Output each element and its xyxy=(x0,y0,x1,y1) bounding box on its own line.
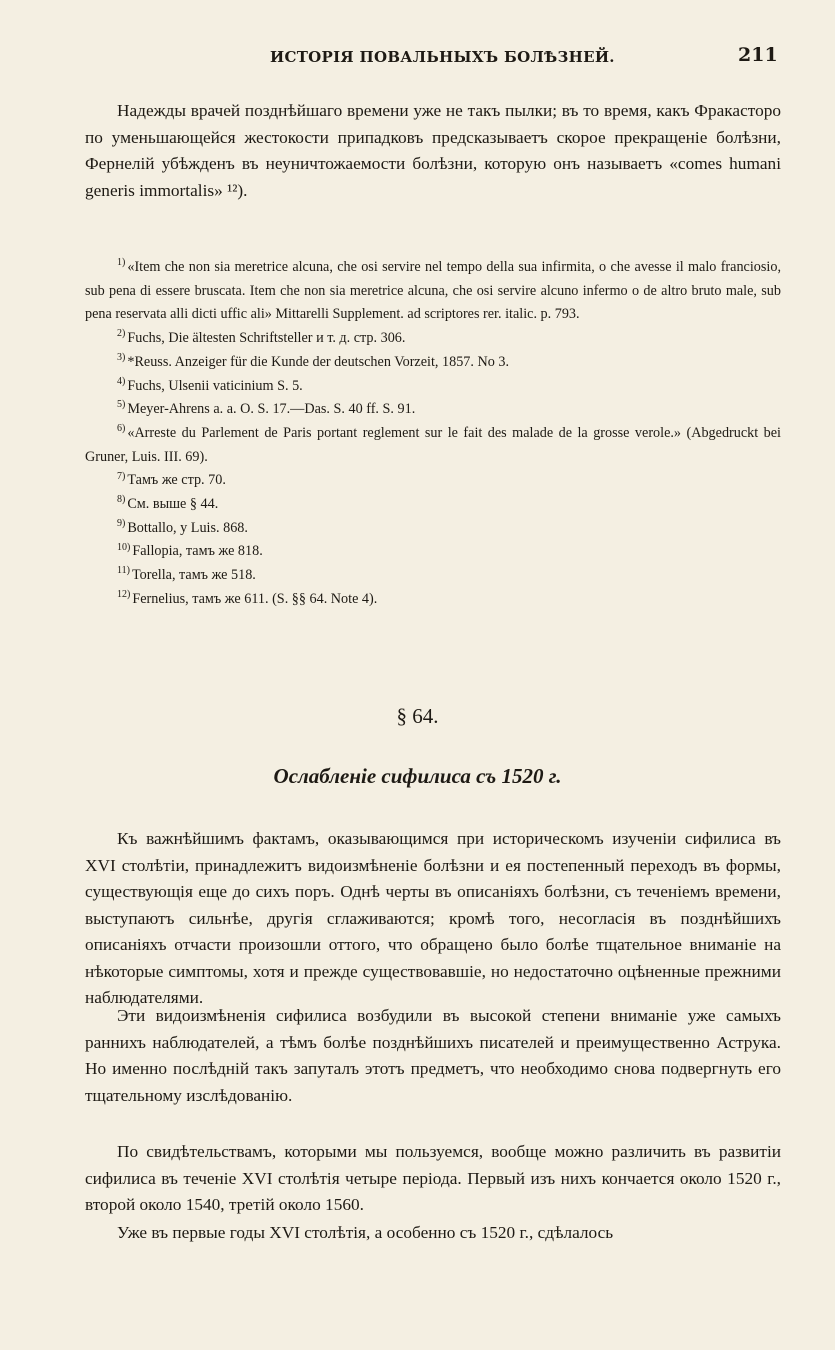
footnote-mark: 2) xyxy=(117,328,126,340)
footnote-mark: 9) xyxy=(117,518,126,529)
footnote xyxy=(85,375,781,399)
footnote xyxy=(85,540,781,564)
footnote-mark: 10) xyxy=(117,541,131,553)
body-paragraph: Уже въ первые годы XVI столѣтія, а особенно съ 1520 г., сдѣлалось xyxy=(117,1223,614,1242)
intro-paragraph: Надежды врачей позднѣйшаго времени уже не такъ пылки; въ то время, какъ Фракасторо по уменьшающейся жестокости припадковъ предсказываетъ скорое прекращеніе болѣзни, Фернелій убѣжденъ въ неуничтожаемости болѣзни, которую онъ называетъ «comes humani generis immortalis» ¹²). xyxy=(85,101,781,200)
footnote-text: См. выше § 44. xyxy=(127,496,219,513)
page-number: 211 xyxy=(738,44,778,66)
footnote xyxy=(85,327,781,351)
footnote-mark: 4) xyxy=(117,375,126,387)
footnote xyxy=(85,351,781,375)
footnote-text: Fernelius, тамъ же 611. (S. §§ 64. Note 4). xyxy=(132,590,378,607)
footnote xyxy=(85,564,781,588)
footnote-text: Fuchs, Ulsenii vaticinium S. 5. xyxy=(127,377,303,394)
footnote-text: Fallopia, тамъ же 818. xyxy=(132,543,263,560)
body-paragraph: Къ важнѣйшимъ фактамъ, оказывающимся при историческомъ изученіи сифилиса въ XVI столѣтіи, принадлежитъ видоизмѣненіе болѣзни и ея постепенный переходъ въ формы, существующія еще до сихъ поръ. Однѣ черты въ описаніяхъ болѣзни, съ теченіемъ времени, выступаютъ сильнѣе, другія сглаживаются; кромѣ того, несогласія въ позднѣйшихъ описаніяхъ отчасти произошли оттого, что обращено было болѣе тщательное вниманіе на нѣкоторые симптомы, хотя и прежде существовавшіе, но недостаточно оцѣненные прежними наблюдателями. xyxy=(85,829,781,1007)
footnote-text: *Reuss. Anzeiger für die Kunde der deutschen Vorzeit, 1857. No 3. xyxy=(127,353,510,370)
footnote-mark: 3) xyxy=(117,352,126,364)
footnote-mark: 8) xyxy=(117,494,126,506)
footnote xyxy=(85,398,781,422)
footnote-mark: 5) xyxy=(117,399,126,411)
footnote-mark: 7) xyxy=(117,470,126,482)
footnote xyxy=(85,422,781,469)
footnote xyxy=(85,469,781,493)
section-number: § 64. xyxy=(396,704,439,728)
footnote xyxy=(85,256,781,327)
footnote-mark: 11) xyxy=(117,565,130,577)
footnote xyxy=(85,517,781,541)
running-title: ИСТОРІЯ ПОВАЛЬНЫХЪ БОЛѢЗНЕЙ. xyxy=(270,48,615,66)
footnote xyxy=(85,493,781,517)
footnote-mark: 6) xyxy=(117,423,126,435)
footnote-text: Torella, тамъ же 518. xyxy=(131,567,256,584)
footnote-mark: 1) xyxy=(117,257,126,269)
body-paragraph: Эти видоизмѣненія сифилиса возбудили въ высокой степени вниманіе уже самыхъ раннихъ наблюдателей, а тѣмъ болѣе позднѣйшихъ писателей и преимущественно Аструка. Но именно послѣдній такъ запуталъ этотъ предметъ, что необходимо снова подвергнуть его тщательному изслѣдованію. xyxy=(85,1006,781,1105)
footnote-text: Meyer-Ahrens a. a. O. S. 17.—Das. S. 40 ff. S. 91. xyxy=(127,401,416,418)
footnote-text: Bottallo, у Luis. 868. xyxy=(127,519,248,536)
footnote-mark: 12) xyxy=(117,589,131,601)
footnote-text: Fuchs, Die ältesten Schriftsteller и т. д. стр. 306. xyxy=(127,330,406,347)
body-paragraph: По свидѣтельствамъ, которыми мы пользуемся, вообще можно различить въ развитіи сифилиса въ теченіе XVI столѣтія четыре періода. Первый изъ нихъ кончается около 1520 г., второй около 1540, третій около 1560. xyxy=(85,1142,781,1214)
section-title: Ослабленіе сифилиса съ 1520 г. xyxy=(273,764,562,788)
footnote-text: Тамъ же стр. 70. xyxy=(127,472,226,489)
footnote-text: «Item che non sia meretrice alcuna, che osi servire nel tempo della sua infirmita, o che avesse il malo franciosio, sub pena di essere bruscata. Item che non sia meretrice alcuna, che osi servire alcuno infermo o de altro bruto male, sub pena reservata alli dicti uffic ali» Mittarelli Supplement. ad scriptores rer. italic. p. 793. xyxy=(85,259,781,323)
footnote-text: «Arreste du Parlement de Paris portant reglement sur le fait des malade de la grosse verole.» (Abgedruckt bei Gruner, Luis. III. 69). xyxy=(85,424,781,465)
footnote xyxy=(85,588,781,612)
footnotes xyxy=(85,256,781,612)
